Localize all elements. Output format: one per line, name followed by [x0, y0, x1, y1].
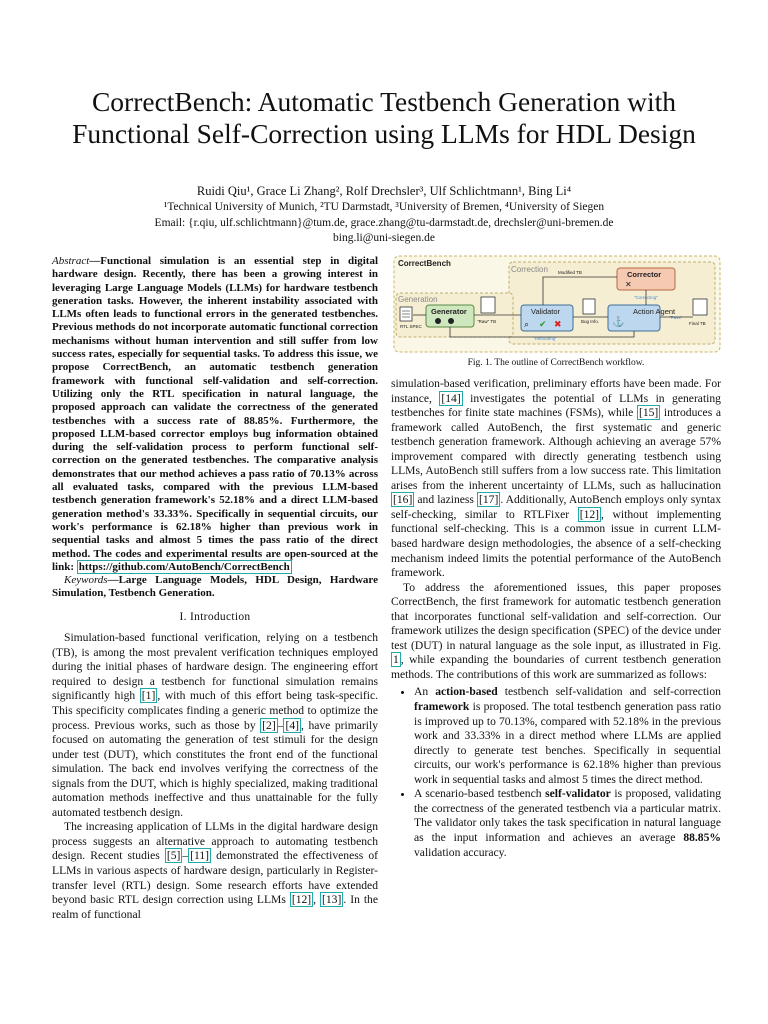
- keywords-label: Keywords: [64, 574, 108, 587]
- citation-link[interactable]: [4]: [285, 718, 300, 732]
- figure-caption: Fig. 1. The outline of CorrectBench workflow.: [467, 358, 645, 368]
- fig-label-correcting: "Correcting": [634, 295, 658, 300]
- intro-paragraph-2: The increasing application of LLMs in the digital hardware design process suggests an alternative approach to automating testbench design. Recent studies [5] – [11] demonstrated the effectiveness of LLMs in various aspects of hardware design, particularly in Register-transfer level (RTL) design. Some research efforts have extended beyond basic RTL design correction using LLMs [12] , [13] . In the realm of functional: [52, 820, 378, 921]
- section-heading: I. Introduction: [179, 610, 251, 623]
- citation-link[interactable]: [13]: [322, 893, 342, 907]
- citation-link[interactable]: [17]: [478, 493, 499, 507]
- email-line-1: Email: {r.qiu, ulf.schlichtmann}@tum.de, grace.zhang@tu-darmstadt.de, drechsler@uni-bremen.de: [154, 217, 614, 229]
- figure-link[interactable]: 1: [393, 653, 399, 667]
- author-list: Ruidi Qiu¹, Grace Li Zhang², Rolf Drechsler³, Ulf Schlichtmann¹, Bing Li⁴: [196, 184, 572, 198]
- fig-box-action-agent: Action Agent: [633, 307, 676, 316]
- final-testbench-icon: [693, 299, 707, 315]
- bug-report-icon: [583, 299, 595, 314]
- gear-icon: [448, 318, 454, 324]
- fig-label-pass: "Pass": [669, 315, 683, 320]
- citation-link[interactable]: [11]: [190, 849, 210, 863]
- contribution-list: [391, 685, 721, 860]
- check-icon: ✔: [539, 319, 547, 329]
- citation-link[interactable]: [15]: [638, 406, 659, 420]
- list-item: • An action-based testbench self-validation and self-correction framework is proposed. The total testbench generation pass ratio is improved up to 70.13%, compared with 52.18% in the previous work and 33.33% in a direct method where LLMs are applied directly to generate test benches. Specifically in sequential circuits, our work's performance is 62.18% higher than previous work in sequential tasks and almost 5 times the direct method.: [414, 685, 721, 787]
- list-item: • A scenario-based testbench self-validator is proposed, validating the correctness of the generated testbench via a particular matrix. The validator only takes the task specification in natural language as the input information and achieves an average 88.85% validation accuracy.: [414, 787, 721, 860]
- code-link[interactable]: https://github.com/AutoBench/CorrectBench: [78, 560, 290, 573]
- citation-link[interactable]: [2]: [262, 718, 276, 732]
- fig-box-generator: Generator: [431, 307, 467, 316]
- intro-paragraph-4: To address the aforementioned issues, this paper proposes CorrectBench, the first framework for automatic testbench generation that incorporates functional self-validation and self-correction. Our framework utilizes the design specification (SPEC) of the device under test (DUT) in natural language as the sole input, as illustrated in Fig. 1 , while expanding the boundaries of current testbench generation methods. The contributions of this work are summarized as follows:: [391, 580, 721, 681]
- fig-label-raw-tb: "Raw" TB: [477, 319, 497, 324]
- paper-title: CorrectBench: Automatic Testbench Generation with Functional Self-Correction using LLMs for HDL Design: [72, 86, 696, 149]
- fig-box-validator: Validator: [531, 307, 561, 316]
- search-icon: ⌕: [524, 319, 530, 329]
- citation-link[interactable]: [16]: [393, 493, 413, 507]
- fig-label-final-tb: Final TB: [689, 321, 706, 326]
- fig-label-modified-tb: Modified TB: [558, 270, 582, 275]
- email-block: [0, 216, 768, 246]
- citation-link[interactable]: [1]: [141, 689, 156, 703]
- affiliations: ¹Technical University of Munich, ²TU Darmstadt, ³University of Bremen, ⁴University of Siegen: [163, 201, 605, 213]
- workflow-figure: [393, 255, 723, 355]
- fig-label-generation: Generation: [398, 295, 438, 304]
- citation-link[interactable]: [12]: [291, 893, 312, 907]
- fig-label-correction: Correction: [511, 265, 548, 274]
- fig-label-rtl-spec: RTL SPEC: [400, 324, 422, 329]
- anchor-icon: ⚓: [612, 317, 625, 328]
- intro-paragraph-1: Simulation-based functional verification, relying on a testbench (TB), is among the most prevalent verification techniques employed during the initial phases of hardware design. The engineering effort required to design a testbench for functional simulation remains significantly high [1] , with much of this effort being task-specific. This specificity complicates finding a generic method to optimize the process. Previous works, such as those by [2] – [4] , have primarily focused on automating the generation of test stimuli for the design under test (DUT), which constitutes the front end of the functional simulation. The back end involves verifying the correctness of the signals from the DUT, which is highly specialized, making traditional automation methods ineffective and thus unattainable for the fully automated testbench design.: [52, 631, 378, 819]
- cross-icon: ✖: [554, 319, 562, 329]
- gear-icon: [435, 318, 441, 324]
- fig-label-rebooting: "Rebooting": [533, 336, 557, 341]
- abstract-text: —Functional simulation is an essential step in digital hardware design. Recently, there has been a growing interest in leveraging Large Language Models (LLMs) for hardware testbench generation tasks. However, the inherent instability associated with LLMs often leads to functional errors in the generated testbenches. Previous methods do not incorporate automatic functional correction mechanisms without human intervention and still suffer from low success rates, especially for sequential tasks. To address this issue, we propose CorrectBench, an automatic testbench generation framework with functional self-validation and self-correction. Utilizing only the RTL specification in natural language, the proposed approach can validate the correctness of the generated testbenches with a success rate of 88.85%. Furthermore, the proposed LLM-based corrector employs bug information obtained during the self-validation process to perform functional self-correction on the generated testbenches. The comparative analysis demonstrates that our method achieves a pass ratio of 70.13% across all evaluated tasks, compared with the previous LLM-based testbench generation framework's 52.18% and a direct LLM-based generation method's 33.33%. Specifically in sequential circuits, our work's performance is 62.18% higher than previous work in sequential tasks and almost 5 times the pass ratio of the direct method. The codes and experimental results are open-sourced at the link:: [52, 255, 378, 573]
- abstract-label: Abstract: [52, 255, 90, 267]
- abstract: [52, 255, 378, 574]
- wrench-icon: ✕: [625, 280, 632, 289]
- email-line-2: bing.li@uni-siegen.de: [333, 232, 435, 244]
- fig-label-bug-info: Bug Info.: [581, 319, 600, 324]
- keywords: [52, 574, 378, 601]
- fig-box-corrector: Corrector: [627, 270, 662, 279]
- keywords-text: —Large Language Models, HDL Design, Hardware Simulation, Testbench Generation.: [52, 574, 378, 600]
- citation-link[interactable]: [14]: [441, 391, 461, 405]
- intro-paragraph-3: simulation-based verification, preliminary efforts have been made. For instance, [14] investigates the potential of LLMs in generating testbenches for finite state machines (FSMs), while [15] introduces a framework called AutoBench, the first systematic and generic testbench generation framework. Although achieving an average 57% improvement compared with directly generating testbench using LLMs, AutoBench still suffers from a low success rate. This limitation arises from the inherent uncertainty of LLMs, such as hallucination [16] and laziness [17] . Additionally, AutoBench employs only syntax self-checking, similar to RTLFixer [12] , without implementing functional self-checking. This is a common issue in current LLM-based hardware design methodologies, the absence of a self-checking mechanism indeed limits the potential performance of the AutoBench framework.: [391, 377, 722, 580]
- citation-link[interactable]: [12]: [579, 507, 600, 521]
- testbench-icon: [481, 297, 495, 313]
- fig-label-correctbench: CorrectBench: [398, 259, 451, 268]
- citation-link[interactable]: [5]: [166, 849, 181, 863]
- left-column: [52, 255, 378, 922]
- right-column: [391, 377, 721, 860]
